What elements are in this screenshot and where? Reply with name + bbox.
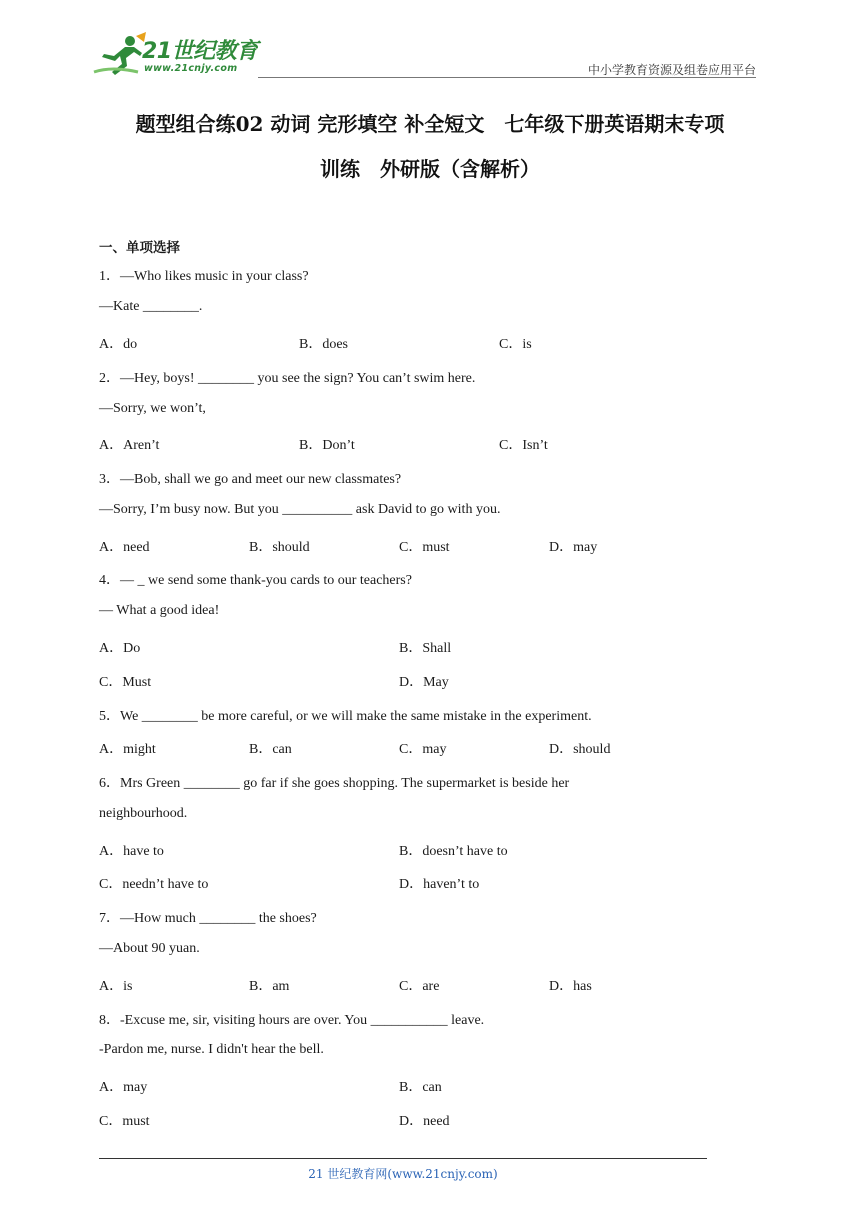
logo-text: 21世纪教育 <box>142 39 258 64</box>
q4-option-a[interactable]: A．Do <box>99 641 141 656</box>
question-5-stem: 5．We ________ be more careful, or we will make the same mistake in the experiment. <box>99 709 592 724</box>
q6-option-a[interactable]: A．have to <box>99 844 164 859</box>
runner-icon <box>92 32 148 78</box>
q3-option-d[interactable]: D．may <box>549 540 598 555</box>
q8-option-c[interactable]: C．must <box>99 1114 150 1129</box>
q5-option-c[interactable]: C．may <box>399 742 447 757</box>
q2-option-a[interactable]: A．Aren’t <box>99 438 160 453</box>
q3-option-a[interactable]: A．need <box>99 540 150 555</box>
q1-option-b[interactable]: B．does <box>299 337 348 352</box>
header-divider <box>258 77 756 78</box>
q7-option-d[interactable]: D．has <box>549 979 592 994</box>
q7-option-b[interactable]: B．am <box>249 979 290 994</box>
q7-option-a[interactable]: A．is <box>99 979 133 994</box>
q5-option-d[interactable]: D．should <box>549 742 611 757</box>
q2-option-b[interactable]: B．Don’t <box>299 438 355 453</box>
document-title-line-2: 训练 外研版（含解析） <box>320 157 540 181</box>
question-6-stem: 6．Mrs Green ________ go far if she goes shopping. The supermarket is beside her <box>99 776 570 791</box>
q6-option-b[interactable]: B．doesn’t have to <box>399 844 508 859</box>
q3-option-b[interactable]: B．should <box>249 540 310 555</box>
question-6-line-2: neighbourhood. <box>99 806 188 821</box>
question-8-line-2: -Pardon me, nurse. I didn't hear the bell. <box>99 1042 324 1057</box>
q3-option-c[interactable]: C．must <box>399 540 450 555</box>
footer-divider <box>99 1158 707 1159</box>
q5-option-a[interactable]: A．might <box>99 742 156 757</box>
q2-option-c[interactable]: C．Isn’t <box>499 438 548 453</box>
q1-option-c[interactable]: C．is <box>499 337 532 352</box>
question-3-line-2: —Sorry, I’m busy now. But you __________ ask David to go with you. <box>99 502 501 517</box>
footer-link[interactable]: 21 世纪教育网(www.21cnjy.com) <box>308 1167 498 1181</box>
q1-option-a[interactable]: A．do <box>99 337 138 352</box>
question-1-stem: 1．—Who likes music in your class? <box>99 269 309 284</box>
q8-option-d[interactable]: D．need <box>399 1114 450 1129</box>
q4-option-d[interactable]: D．May <box>399 675 449 690</box>
question-8-stem: 8．-Excuse me, sir, visiting hours are over. You ___________ leave. <box>99 1013 485 1028</box>
q6-option-c[interactable]: C．needn’t have to <box>99 877 209 892</box>
question-1-line-2: —Kate ________. <box>99 299 203 314</box>
question-2-line-2: —Sorry, we won’t, <box>99 401 206 416</box>
question-2-stem: 2．—Hey, boys! ________ you see the sign? You can’t swim here. <box>99 371 476 386</box>
q7-option-c[interactable]: C．are <box>399 979 440 994</box>
question-7-line-2: —About 90 yuan. <box>99 941 200 956</box>
question-4-line-2: — What a good idea! <box>99 603 220 618</box>
q8-option-a[interactable]: A．may <box>99 1080 148 1095</box>
section-heading: 一、单项选择 <box>99 240 180 256</box>
document-title-line-1: 题型组合练02 动词 完形填空 补全短文 七年级下册英语期末专项 <box>135 112 725 136</box>
question-3-stem: 3．—Bob, shall we go and meet our new classmates? <box>99 472 402 487</box>
q5-option-b[interactable]: B．can <box>249 742 292 757</box>
q8-option-b[interactable]: B．can <box>399 1080 442 1095</box>
question-7-stem: 7．—How much ________ the shoes? <box>99 911 317 926</box>
logo-url: www.21cnjy.com <box>144 63 238 74</box>
platform-label: 中小学教育资源及组卷应用平台 <box>587 63 756 77</box>
site-logo[interactable] <box>92 32 262 78</box>
question-4-stem: 4．— _ we send some thank-you cards to our teachers? <box>99 573 412 588</box>
q4-option-c[interactable]: C．Must <box>99 675 152 690</box>
q4-option-b[interactable]: B．Shall <box>399 641 452 656</box>
page-header <box>0 0 860 80</box>
q6-option-d[interactable]: D．haven’t to <box>399 877 480 892</box>
